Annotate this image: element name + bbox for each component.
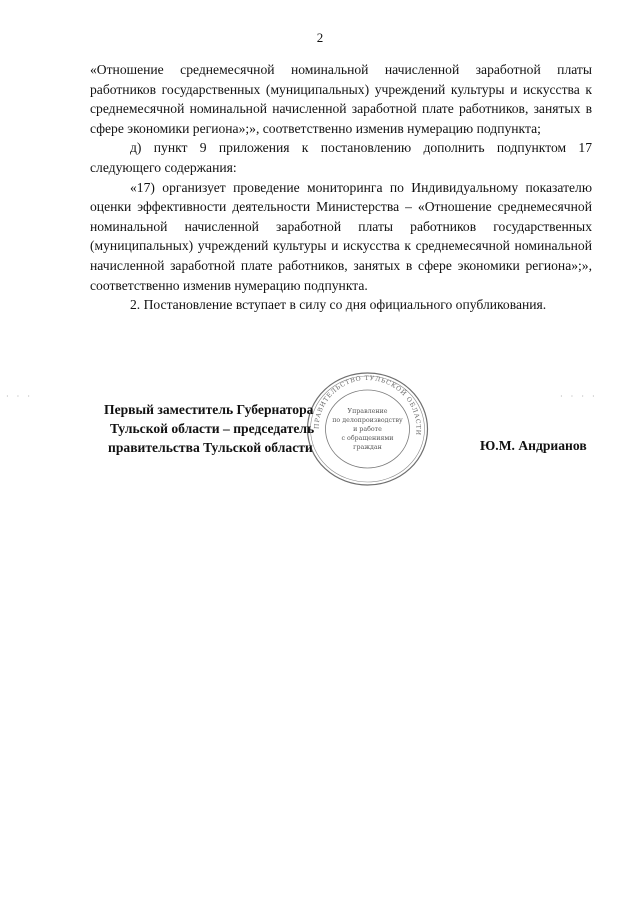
signatory-title-line-2: Тульской области – председатель [110,421,315,436]
seal-ring-text: ПРАВИТЕЛЬСТВО ТУЛЬСКОЙ ОБЛАСТИ [313,374,422,437]
signatory-title-line-1: Первый заместитель Губернатора [104,402,314,417]
paragraph-item-d: д) пункт 9 приложения к постановлению дополнить подпунктом 17 следующего содержания: [90,140,592,175]
paragraph-subitem-17: «17) организует проведение мониторинга по Индивидуальному показателю оценки эффективности деятельности Министерства – «Отношение среднемесячной номинальной начисленной заработной платы работников государственных (муниципальных) учреждений культуры и искусства к среднемесячной номинальной начисленной заработной плате работников, занятых в сфере экономики региона»;», соответственно изменив нумерацию подпункта. [90,179,592,293]
paragraph-quote-continuation: «Отношение среднемесячной номинальной начисленной заработной платы работников государственных (муниципальных) учреждений культуры и искусства к среднемесячной номинальной начисленной заработной плате работников, занятых в сфере экономики региона»;», соответственно изменив нумерацию подпункта; [90,62,592,136]
official-seal [305,370,430,488]
signatory-name: Ю.М. Андрианов [480,438,587,453]
document-body [90,60,592,315]
page-number: 2 [316,30,324,45]
seal-center-line-3: и работе [353,426,382,433]
seal-center-line-1: Управление [347,408,388,415]
signatory-title [104,400,314,457]
signatory-title-line-3: правительства Тульской области [108,440,313,455]
seal-center-line-4: с обращениями [341,435,394,442]
paragraph-effective-date: 2. Постановление вступает в силу со дня официального опубликования. [130,297,547,313]
seal-center-line-5: граждан [353,444,382,451]
scan-artifact-left: · · · [6,392,33,401]
scan-artifact-right: · · · · [560,392,598,401]
seal-center-line-2: по делопроизводству [332,417,403,424]
